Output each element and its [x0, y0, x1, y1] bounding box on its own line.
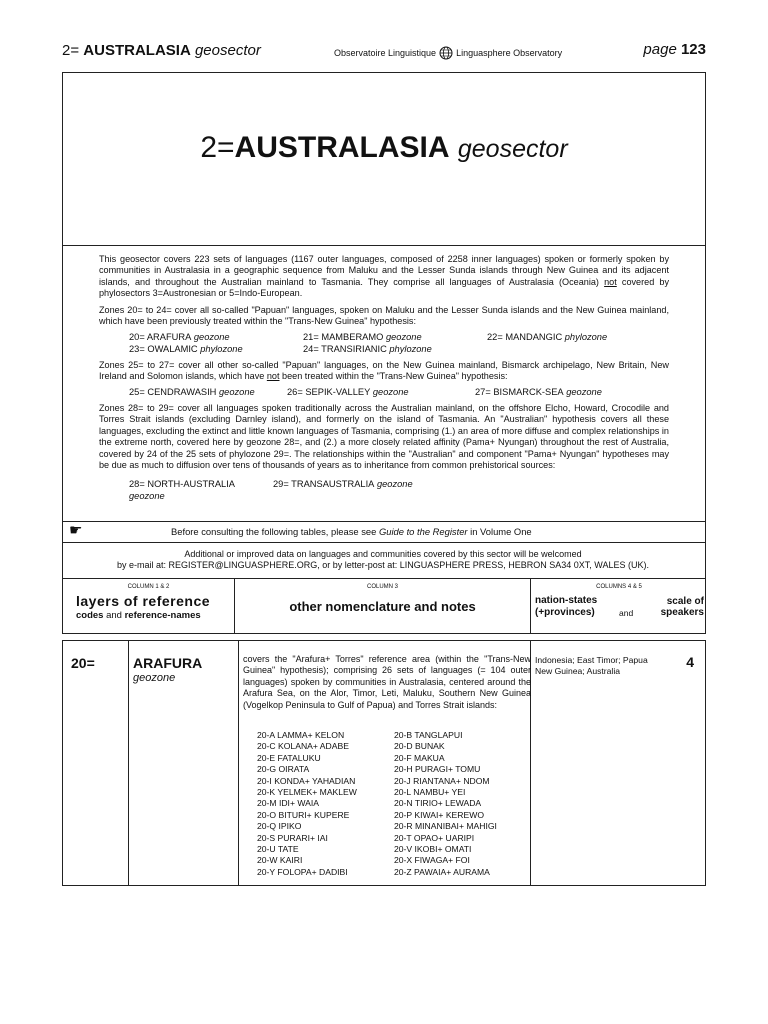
zone-item [129, 479, 273, 502]
zone-item [475, 387, 602, 399]
and-label: and [106, 610, 122, 621]
language-set-item: 20-X FIWAGA+ FOI [394, 855, 470, 866]
title-name: AUSTRALASIA [234, 131, 450, 164]
provinces-label: (+provinces) [535, 607, 595, 618]
zone-row [129, 479, 669, 502]
globe-icon [439, 46, 453, 60]
zone-item [273, 479, 413, 502]
zone-type: geozone [566, 387, 602, 398]
scale-of-label: scale of [666, 596, 704, 607]
zone-name: 28= NORTH-AUSTRALIA [129, 479, 235, 490]
column-4-5-header [531, 579, 707, 633]
pointing-hand-icon: ☛ [69, 522, 83, 539]
page-title [63, 131, 705, 165]
intro-paragraph-1 [99, 254, 669, 300]
language-set-item: 20-R MINANIBAI+ MAHIGI [394, 821, 497, 832]
page-label: page [643, 41, 677, 58]
publisher-left: Observatoire Linguistique [334, 48, 437, 58]
entry-type: geozone [133, 672, 176, 684]
running-head [62, 40, 706, 64]
header-sector: AUSTRALASIA [83, 42, 191, 59]
language-set-item: 20-B TANGLAPUI [394, 730, 463, 740]
speakers-label: speakers [660, 607, 704, 618]
intro-p3-text: Zones 25= to 27= cover all other so-called "Papuan" languages, on the New Guinea mainland, Bismarck archipelago, New Britain, New Ireland and Solomon islands, which have [99, 359, 669, 382]
zone-item [303, 332, 487, 344]
publisher [334, 46, 562, 60]
zone-name: 27= BISMARCK-SEA [475, 387, 564, 398]
zone-row [129, 332, 669, 344]
guide-link[interactable]: Guide to the Register [378, 526, 468, 537]
publisher-right: Linguasphere Observatory [456, 48, 563, 58]
language-set-item: 20-G OIRATA [257, 764, 310, 775]
zone-type: geozone [376, 479, 413, 490]
zone-row [129, 344, 669, 356]
intro-p3-not: not [266, 371, 280, 382]
intro-paragraph-4: Zones 28= to 29= cover all languages spoken traditionally across the Australian mainland, on the offshore Elcho, Howard, Crocodile and Torres Strait islands (excluding Darnley island), and formerly on the island of Tasmania. An "Australian" hypothesis covers all these languages, excluding the extinct and little known languages of Tasmania, comprising (1.) an area of more diffuse and complex relationships in the extreme north, covered here by geozone 28=, and (2.) a more closely related affinity (Pama+ Nyungan) throughout the rest of Australia, covered by 24 of the 25 sets of phylozone 29=. The relationships within the "Australian" and component "Pama+ Nyungan" hypotheses may be due as much to diffusion over tens of thousands of years as to inheritance from common prehistorical sources: [99, 403, 669, 471]
language-set-item: 20-Q IPIKO [257, 821, 302, 832]
and-label: and [619, 608, 634, 618]
language-set-item: 20-D BUNAK [394, 741, 445, 752]
zone-name: 23= OWALAMIC [129, 344, 198, 355]
entry-description: covers the "Arafura+ Torres" reference area (within the "Trans-New Guinea" hypothesis); comprising 26 sets of languages (= 104 outer languages) spoken by communities in Australasia, centered around the Arafura Sea, on the Alor, Timor, Leti, Maluku, Southern New Guinea (Vogelkop Peninsula to Gulf of Papua) and Torres Strait islands: [243, 654, 531, 710]
zone-type: geozone [129, 491, 165, 502]
header-sector-suffix: geosector [194, 42, 261, 59]
notice-after: in Volume One [470, 526, 532, 537]
column-subtitle [76, 610, 201, 621]
reference-names-label: reference-names [124, 610, 201, 621]
entry-name-cell [129, 641, 239, 885]
intro-p3-end: been treated within the "Trans-New Guinea" hypothesis: [282, 371, 508, 382]
column-label: COLUMN 3 [366, 584, 398, 590]
intro-p1-text: This geosector covers 223 sets of languages (1167 outer languages, composed of 2258 inner languages) spoken or formerly spoken by communities in Australasia in a geographic sequence from Maluku and the Lesser Sunda islands through New Guinea and its adjacent islands, and throughout the Australian mainland to Tasmania. They comprise all languages of Australasia (Oceania) [99, 254, 669, 287]
zone-item [129, 344, 303, 356]
language-set-item: 20-W KAIRI [257, 855, 303, 866]
zone-type: phylozone [564, 332, 608, 343]
zone-name: 29= TRANSAUSTRALIA [273, 479, 375, 490]
page-number-value: 123 [680, 41, 706, 58]
language-set-item: 20-I KONDA+ YAHADIAN [257, 775, 356, 786]
language-set-item: 20-O BITURI+ KUPERE [257, 809, 350, 820]
title-box [62, 72, 706, 245]
language-set-item: 20-K YELMEK+ MAKLEW [257, 787, 357, 798]
zone-type: phylozone [200, 344, 243, 355]
zone-name: 22= MANDANGIC [487, 332, 563, 343]
zone-item [129, 387, 287, 399]
zone-name: 21= MAMBERAMO [303, 332, 384, 343]
intro-section [62, 245, 706, 521]
contribution-note [62, 542, 706, 579]
language-set-item: 20-Y FOLOPA+ DADIBI [257, 866, 348, 877]
zone-name: 20= ARAFURA [129, 332, 192, 343]
entry-code: 20= [71, 655, 95, 671]
zone-item [287, 387, 475, 399]
language-sets-list [257, 730, 531, 878]
language-set-item: 20-C KOLANA+ ADABE [257, 741, 349, 752]
language-set-item: 20-V IKOBI+ OMATI [394, 844, 472, 855]
contribution-line-2[interactable]: by e-mail at: REGISTER@LINGUASPHERE.ORG, or by letter-post at: LINGUASPHERE PRESS, HEBRON SA34 0XT, WALES (UK). [117, 560, 649, 570]
entry-notes-cell [239, 641, 531, 885]
intro-paragraph-2: Zones 20= to 24= cover all so-called "Papuan" languages, spoken on Maluku and the Lesser Sunda islands and the New Guinea mainland, which have been previously treated within the "Trans-New Guinea" hypothesis: [99, 304, 669, 327]
zone-name: 24= TRANSIRIANIC [303, 344, 387, 355]
column-1-2-header [63, 579, 235, 633]
zone-type: geozone [385, 332, 422, 343]
intro-p1-not: not [604, 276, 617, 287]
notice-text [171, 526, 532, 537]
zone-row [129, 387, 669, 399]
column-label: COLUMNS 4 & 5 [596, 584, 642, 590]
entry-code-cell [63, 641, 129, 885]
title-suffix: geosector [457, 135, 568, 163]
intro-p1-end: covered by phylosectors 3=Austronesian or 5=Indo-European. [99, 276, 670, 299]
language-set-item: 20-U TATE [257, 844, 299, 855]
column-3-header [235, 579, 531, 633]
column-headers [62, 579, 706, 634]
contribution-line-1: Additional or improved data on languages and communities covered by this sector will be welcomed [184, 549, 582, 559]
entry-row [62, 640, 706, 886]
zone-type: geozone [372, 387, 409, 398]
entry-scale: 4 [686, 654, 694, 670]
language-set-item: 20-F MAKUA [394, 752, 445, 763]
nation-states-label: nation-states [535, 595, 598, 606]
language-set-item: 20-A LAMMA+ KELON [257, 730, 345, 740]
entry-name: ARAFURA [133, 655, 203, 671]
language-set-item: 20-J RIANTANA+ NDOM [394, 775, 490, 786]
zone-type: phylozone [389, 344, 432, 355]
zone-item [487, 332, 607, 344]
codes-label: codes [76, 610, 104, 621]
column-title: layers of reference [76, 593, 211, 609]
language-set-item: 20-H PURAGI+ TOMU [394, 764, 481, 775]
language-set-item: 20-S PURARI+ IAI [257, 832, 328, 843]
page-number [643, 41, 706, 58]
zone-name: 26= SEPIK-VALLEY [287, 387, 371, 398]
entry-nations-cell [531, 641, 707, 885]
zone-type: geozone [219, 387, 255, 398]
language-set-item: 20-T OPAO+ UARIPI [394, 832, 475, 843]
title-code: 2= [200, 131, 235, 164]
language-set-item: 20-M IDI+ WAIA [257, 798, 319, 809]
language-set-item: 20-Z PAWAIA+ AURAMA [394, 866, 490, 877]
zone-item [129, 332, 303, 344]
language-set-item: 20-L NAMBU+ YEI [394, 787, 466, 798]
column-label: COLUMN 1 & 2 [127, 584, 170, 590]
zone-name: 25= CENDRAWASIH [129, 387, 217, 398]
notice-before: Before consulting the following tables, please see [171, 526, 377, 537]
column-title: other nomenclature and notes [289, 599, 476, 614]
zone-item [303, 344, 487, 356]
notice-row [62, 521, 706, 542]
running-head-sector [62, 42, 261, 59]
language-set-item: 20-P KIWAI+ KEREWO [394, 809, 485, 820]
entry-nations: Indonesia; East Timor; Papua New Guinea; Australia [535, 655, 648, 676]
zone-type: geozone [193, 332, 230, 343]
header-code: 2= [62, 42, 80, 59]
intro-paragraph-3 [99, 360, 669, 383]
language-set-item: 20-E FATALUKU [257, 752, 321, 763]
language-set-item: 20-N TIRIO+ LEWADA [394, 798, 482, 809]
